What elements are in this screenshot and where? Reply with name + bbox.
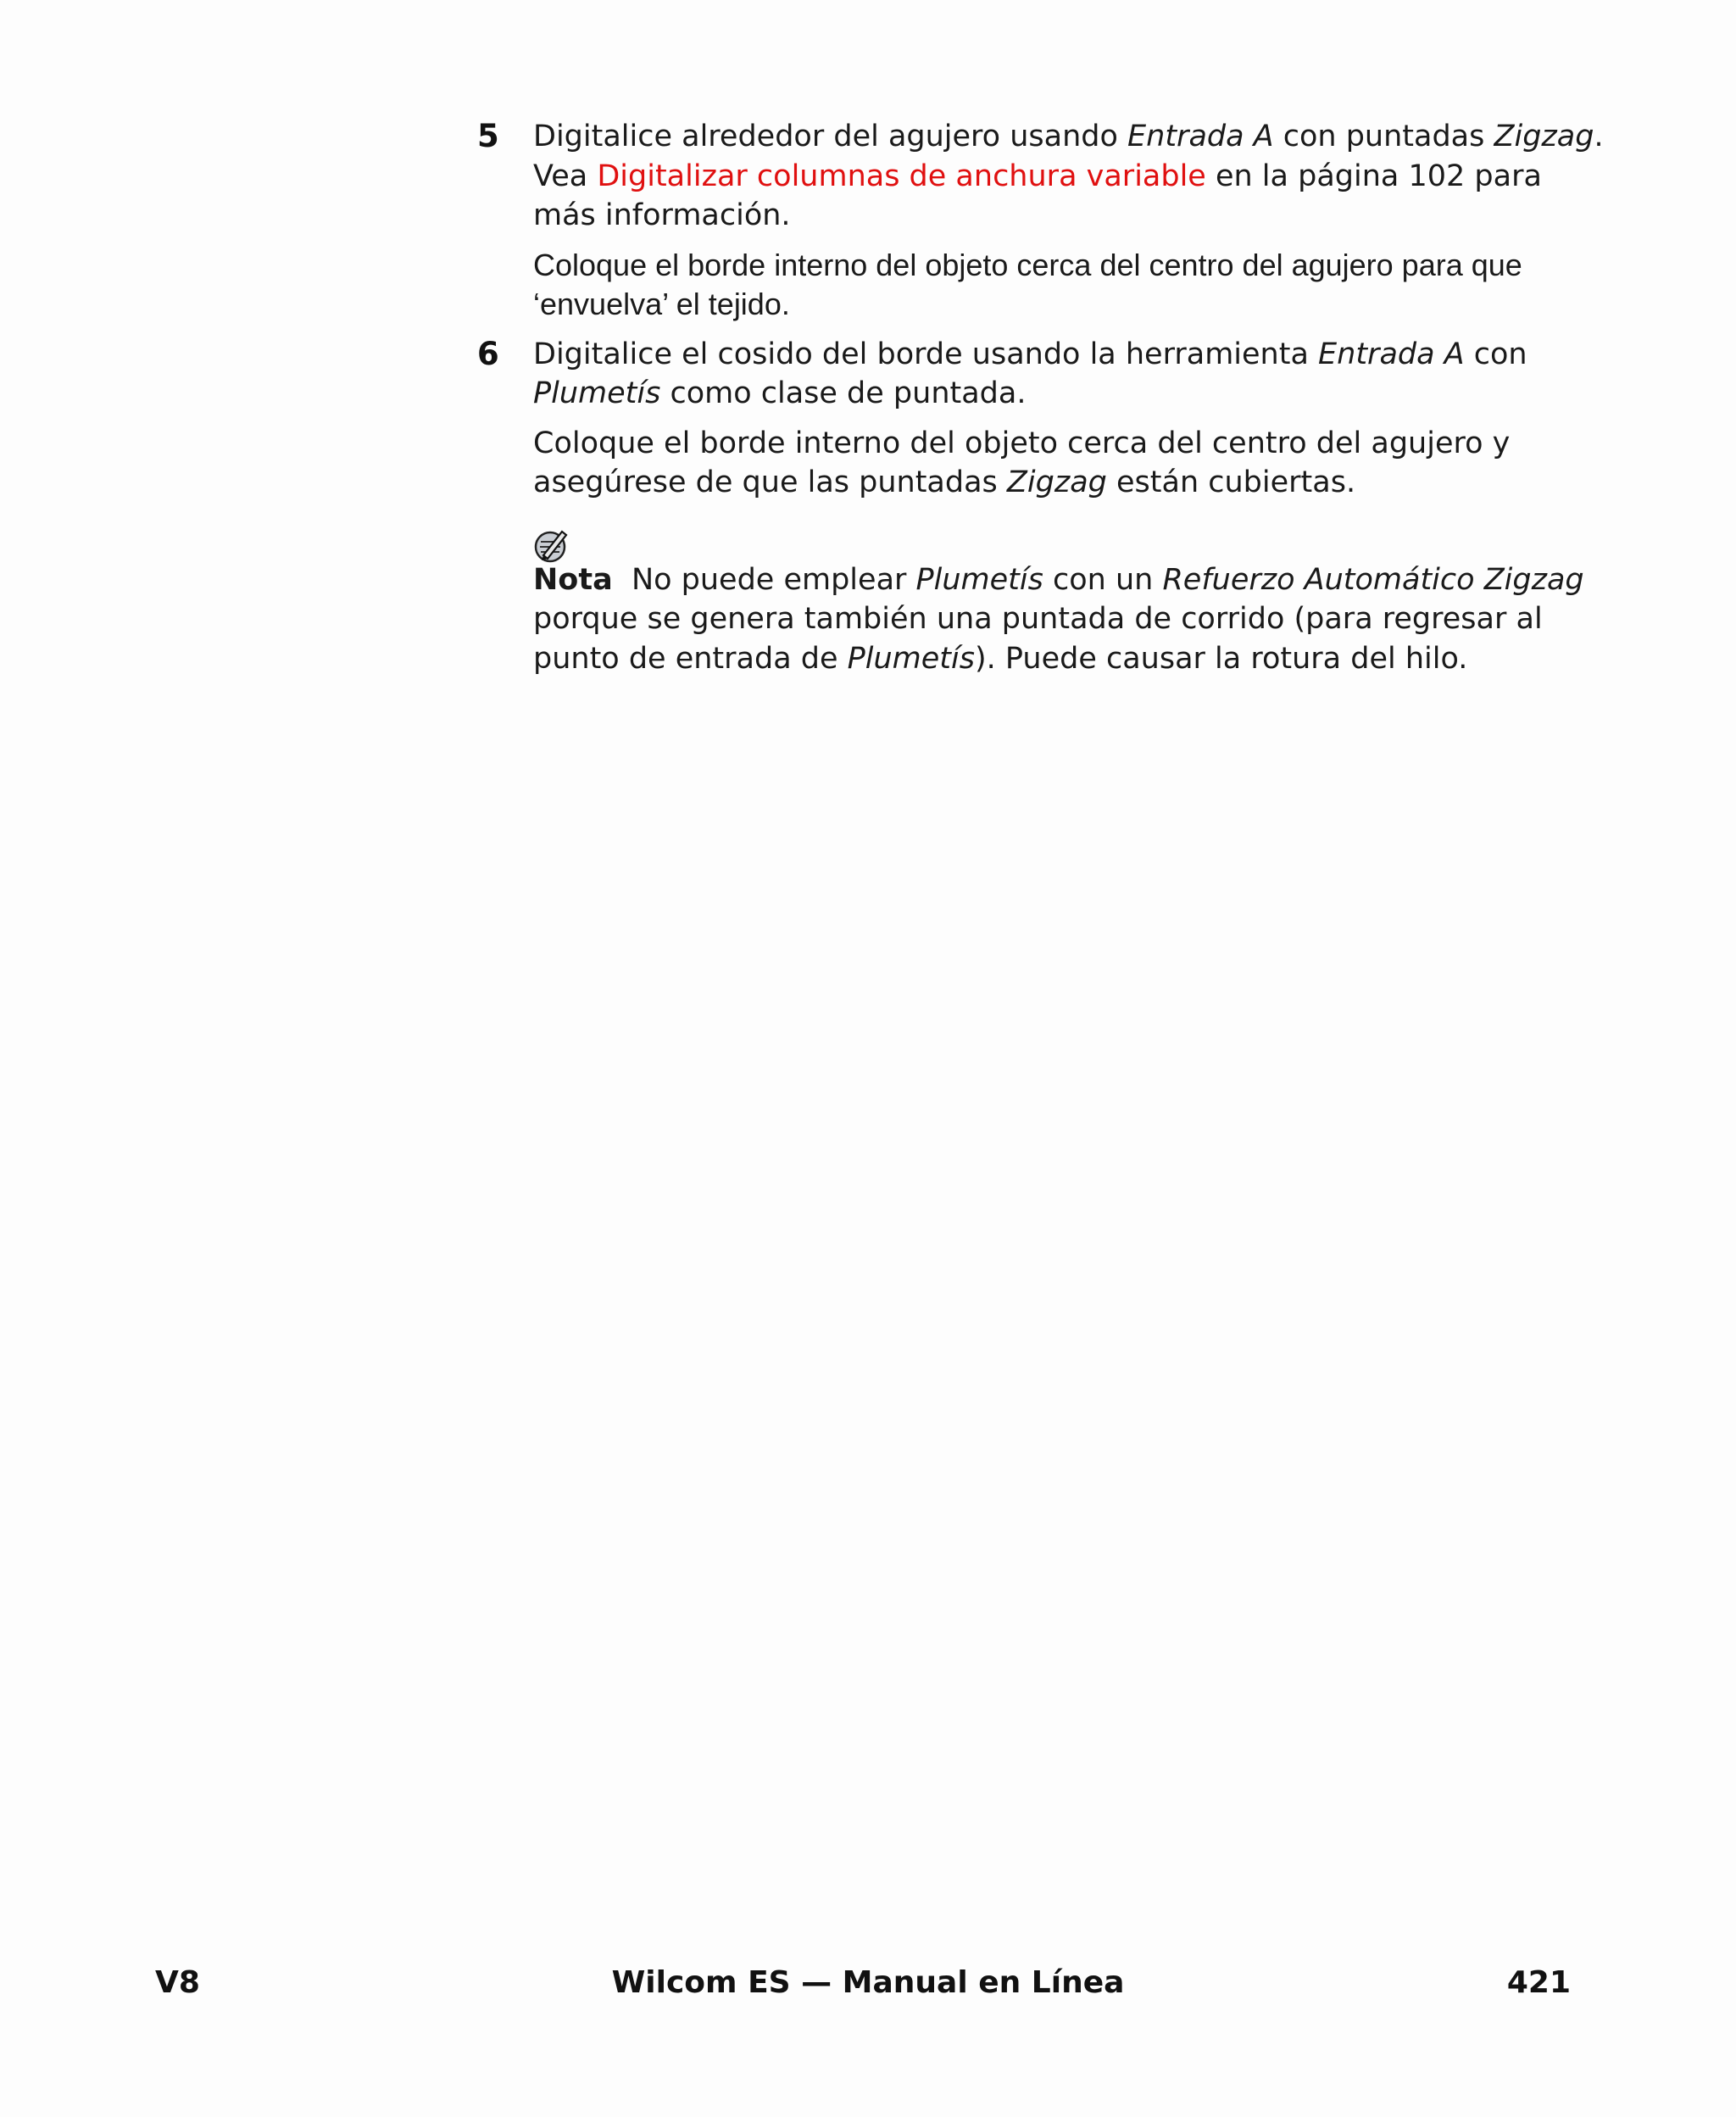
- text-run: . Vea: [533, 120, 1604, 193]
- step-number: 5: [477, 118, 499, 154]
- step-5: [477, 117, 1605, 325]
- page-number: 421: [1506, 1965, 1571, 2000]
- text-run: No puede emplear: [612, 562, 916, 597]
- stitch-type: Plumetís: [533, 376, 661, 410]
- tool-name: Entrada A: [1127, 120, 1274, 153]
- footer-title: Wilcom ES — Manual en Línea: [611, 1965, 1125, 2000]
- text-run: Digitalice el cosido del borde usando la herramienta: [533, 337, 1319, 371]
- text-run: están cubiertas.: [1106, 465, 1356, 499]
- text-run: Coloque el borde interno del objeto cerca del centro del agujero y asegúrese de que las puntadas: [533, 426, 1511, 499]
- page-footer: [0, 1965, 1736, 2008]
- stitch-type: Plumetís: [915, 562, 1043, 597]
- main-content: [477, 117, 1605, 688]
- stitch-type: Zigzag: [1494, 120, 1594, 153]
- text-run: con puntadas: [1273, 120, 1494, 153]
- text-run: con: [1464, 337, 1527, 371]
- step-6: [477, 335, 1605, 679]
- step-5-instruction: [533, 117, 1605, 236]
- note-block: [533, 526, 1605, 679]
- stitch-type: Zigzag: [1006, 465, 1107, 499]
- footer-version: V8: [155, 1965, 200, 2000]
- text-run: con un: [1043, 562, 1163, 597]
- text-run: porque se genera también una puntada de corrido (para regresar al punto de entrada de: [533, 562, 1594, 676]
- note-text: [533, 560, 1605, 679]
- note-pencil-icon: [533, 526, 570, 564]
- step-number: 6: [477, 335, 499, 372]
- feature-name: Refuerzo Automático Zigzag: [1162, 562, 1584, 597]
- text-run: ). Puede causar la rotura del hilo.: [975, 641, 1468, 676]
- stitch-type: Plumetís: [847, 641, 975, 676]
- step-6-instruction: [533, 335, 1605, 414]
- tool-name: Entrada A: [1318, 337, 1465, 371]
- text-run: en la página 102 para más información.: [533, 159, 1542, 232]
- cross-reference-link[interactable]: Digitalizar columnas de anchura variable: [597, 159, 1206, 193]
- text-run: Digitalice alrededor del agujero usando: [533, 120, 1128, 153]
- step-5-detail: Coloque el borde interno del objeto cerca del centro del agujero para que ‘envuelva’ el tejido.: [533, 247, 1522, 321]
- text-run: como clase de puntada.: [660, 376, 1027, 410]
- note-label: Nota: [533, 562, 613, 597]
- step-6-detail: [533, 424, 1605, 503]
